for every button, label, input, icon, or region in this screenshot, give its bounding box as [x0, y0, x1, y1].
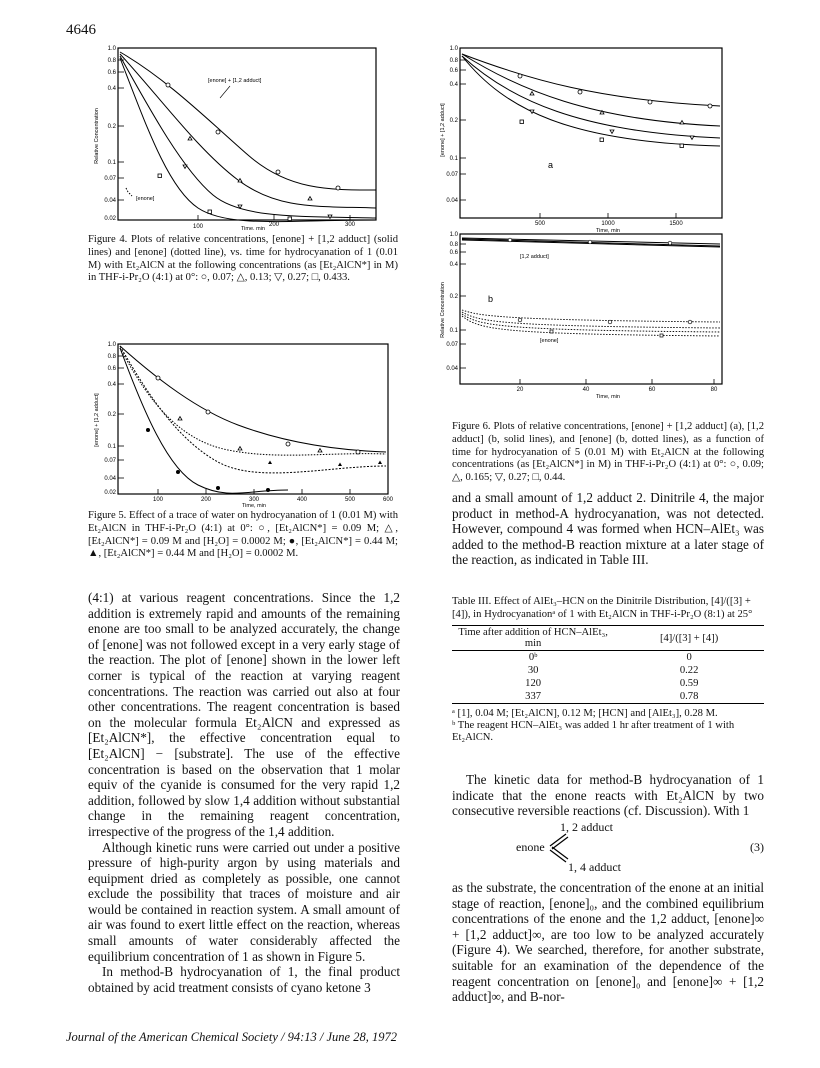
table-3-footnote-a: ᵃ [1], 0.04 M; [Et₂AlCN], 0.12 M; [HCN] and [AlEt₃], 0.28 M.: [452, 708, 718, 719]
svg-text:0.4: 0.4: [107, 382, 116, 388]
svg-text:0.07: 0.07: [104, 176, 116, 182]
svg-text:0.04: 0.04: [104, 198, 116, 204]
scheme-product-14: 1, 4 adduct: [568, 860, 621, 874]
figure-6-plot: [430, 40, 740, 416]
left-paragraph-1: (4:1) at various reagent concentrations. Since the 1,2 addition is extremely rapid and amounts of the remaining enone are too small to be analyzed accurately, the change of [enone] was not followed except in a very early stage of the reaction. The plot of [enone] shown in the lower left corner is typical of the reaction at varying reagent concentrations. The reaction was carried out also at four other concentrations. The reagent concentration is based on the molecular formula Et₂AlCN and expressed as [Et₂AlCN*], the effective concentration equal to [Et₂AlCN] − [substrate]. The use of the effective concentration is based on the observation that 1 molar equiv of the cyanide is consumed for the very rapid 1,2 addition, followed by slow 1,4 addition without substantial change in the remaining reagent concentration, irrespective of the progress of the 1,4 addition.: [88, 590, 400, 839]
left-paragraph-2: Although kinetic runs were carried out under a positive pressure of high-purity argon by using materials and equipment dried as completely as possible, one cannot exclude the possibility that traces of moisture and air would be contained in reaction system. A small amount of air was found to exert little effect on the reaction, whereas small amounts of water considerably affected the equilibrium concentration of 1 as shown in Figure 5.: [88, 839, 400, 964]
svg-text:0.6: 0.6: [449, 68, 458, 74]
svg-text:0.6: 0.6: [107, 70, 116, 76]
svg-text:300: 300: [248, 497, 260, 503]
svg-text:0.07: 0.07: [446, 172, 458, 178]
fig5-ylabel: [enone] + [1,2 adduct]: [94, 393, 100, 447]
figure-4-caption: Figure 4. Plots of relative concentrations, [enone] + [1,2 adduct] (solid lines) and [enone] (dotted line), vs. time for hydrocyanation of 1 (0.01 M) with Et₂AlCN at the following concentrations (as [Et₂AlCN*] in M) in THF-i-Pr₂O (4:1) at 0°: ○, 0.07; △, 0.13; ▽, 0.27; □, 0.433.: [88, 234, 398, 284]
table-3-col1-header: Time after addition of HCN–AlEt₃, min: [458, 627, 608, 649]
fig4-xlabel: Time, min: [241, 226, 265, 230]
svg-text:0.4: 0.4: [449, 82, 458, 88]
svg-text:0.1: 0.1: [107, 160, 116, 166]
svg-text:1.0: 1.0: [449, 232, 458, 238]
right-paragraph-1: and a small amount of 1,2 adduct 2. Dinitrile 4, the major product in method-A hydrocyanation, was not detected. However, compound 4 was formed when HCN–AlEt₃ was added to the method-B reaction mixture at a later stage of the reaction, as indicated in Table III.: [452, 490, 764, 568]
scheme-reactant: enone: [516, 840, 545, 854]
fig4-annotation-sum: [enone] + [1,2 adduct]: [208, 78, 262, 84]
svg-text:200: 200: [268, 222, 280, 228]
svg-text:100: 100: [192, 224, 204, 230]
fig6a-panel-label: a: [548, 160, 554, 170]
right-paragraph-3: as the substrate, the concentration of the enone at an initial stage of reaction, [enone]₀, and the combined equilibrium concentrations of the enone and the 1,2 adduct, [enone]∞ + [1,2 adduct]∞, are too low to be analyzed accurately (Figure 4). We searched, therefore, for another substrate, suitable for an examination of the dependence of the reagent concentration on [enone]₀ and [enone]∞ + [1,2 adduct]∞, and B-nor-: [452, 880, 764, 1005]
fig6b-annotation-enone: [enone]: [540, 338, 559, 344]
table-3: [452, 596, 764, 744]
svg-text:0.2: 0.2: [449, 294, 458, 300]
scheme-arrows: [548, 832, 572, 864]
fig4-ylabel: Relative Concentration: [94, 108, 100, 164]
svg-text:0.04: 0.04: [446, 366, 458, 372]
svg-text:80: 80: [710, 387, 718, 393]
svg-text:0.2: 0.2: [449, 118, 458, 124]
svg-text:0.02: 0.02: [104, 490, 116, 496]
equation-number: (3): [750, 840, 764, 854]
left-column-text: [88, 590, 400, 995]
svg-text:0.8: 0.8: [449, 242, 458, 248]
svg-text:0.6: 0.6: [449, 250, 458, 256]
table-3-col2-header: [4]/([3] + [4]): [659, 632, 719, 644]
svg-text:1000: 1000: [601, 221, 615, 227]
figure-6-caption: Figure 6. Plots of relative concentrations, [enone] + [1,2 adduct] (a), [1,2 adduct] (b, solid lines), and [enone] (b, dotted lines), as a function of time for hydrocyanation of 5 (0.01 M) with Et₂AlCN at the following concentrations (as [Et₂AlCN*] in M) in THF-i-Pr₂O (4:1) at 0°: ○, 0.09; △, 0.165; ▽, 0.27; □, 0.44.: [452, 421, 764, 484]
scheme-product-12: 1, 2 adduct: [560, 820, 613, 834]
table-row: 30 0.22: [527, 665, 699, 676]
fig6a-ylabel: [enone] + [1,2 adduct]: [440, 103, 446, 157]
svg-text:0.02: 0.02: [104, 216, 116, 222]
figure-5-plot: [88, 340, 400, 508]
figure-5-caption: Figure 5. Effect of a trace of water on hydrocyanation of 1 (0.01 M) with Et₂AlCN in THF-i-Pr₂O (4:1) at 0°: ○, [Et₂AlCN*] = 0.09 M; △, [Et₂AlCN*] = 0.09 M and [H₂O] = 0.0002 M; ●, [Et₂AlCN*] = 0.44 M; ▲, [Et₂AlCN*] = 0.44 M and [H₂O] = 0.0002 M.: [88, 510, 398, 560]
svg-text:1.0: 1.0: [107, 342, 116, 348]
svg-text:0.07: 0.07: [104, 458, 116, 464]
table-row: 120 0.59: [525, 678, 699, 689]
svg-text:40: 40: [582, 387, 590, 393]
svg-text:0.6: 0.6: [107, 366, 116, 372]
svg-text:0.4: 0.4: [107, 86, 116, 92]
table-row: 0ᵇ 0: [528, 652, 692, 663]
svg-text:500: 500: [534, 221, 546, 227]
left-paragraph-3: In method-B hydrocyanation of 1, the final product obtained by acid treatment consists of cyano ketone 3: [88, 964, 400, 995]
fig6b-annotation-adduct: [1,2 adduct]: [520, 254, 549, 260]
svg-text:0.1: 0.1: [449, 156, 458, 162]
svg-text:1.0: 1.0: [449, 46, 458, 52]
svg-text:60: 60: [648, 387, 656, 393]
fig6b-ylabel: Relative Concentration: [440, 282, 446, 338]
fig5-xlabel: Time, min: [242, 503, 266, 508]
svg-text:0.1: 0.1: [107, 444, 116, 450]
svg-text:0.07: 0.07: [446, 342, 458, 348]
journal-footer: Journal of the American Chemical Society / 94:13 / June 28, 1972: [66, 1030, 397, 1044]
fig6b-panel-label: b: [488, 294, 494, 304]
table-row: 337 0.78: [525, 691, 699, 702]
svg-text:0.1: 0.1: [449, 328, 458, 334]
svg-text:400: 400: [296, 497, 308, 503]
svg-text:0.04: 0.04: [446, 198, 458, 204]
table-3-footnote-b: ᵇ The reagent HCN–AlEt₃ was added 1 hr after treatment of 1 with Et₂AlCN.: [452, 720, 735, 743]
table-3-title: Table III. Effect of AlEt₃–HCN on the Dinitrile Distribution, [4]/([3] + [4]), in Hydrocyanationᵃ of 1 with Et₂AlCN in THF-i-Pr₂O (8:1) at 25°: [452, 596, 753, 620]
svg-text:0.8: 0.8: [107, 58, 116, 64]
fig4-annotation-enone: [enone]: [136, 196, 155, 202]
svg-text:0.2: 0.2: [107, 412, 116, 418]
reaction-scheme-3: [452, 818, 764, 878]
svg-text:500: 500: [344, 497, 356, 503]
svg-text:0.2: 0.2: [107, 124, 116, 130]
svg-text:1.0: 1.0: [107, 46, 116, 52]
fig6a-xlabel: Time, min: [596, 228, 620, 234]
page-number: 4646: [66, 22, 96, 38]
svg-text:200: 200: [200, 497, 212, 503]
svg-text:100: 100: [152, 497, 164, 503]
svg-text:600: 600: [382, 497, 394, 503]
figure-4-plot: [88, 40, 400, 230]
right-paragraph-2: The kinetic data for method-B hydrocyanation of 1 indicate that the enone reacts with Et₂AlCN by two consecutive reversible reactions (cf. Discussion). With 1: [452, 772, 764, 819]
svg-text:1500: 1500: [669, 221, 683, 227]
svg-text:0.8: 0.8: [107, 354, 116, 360]
svg-text:20: 20: [516, 387, 524, 393]
svg-text:0.4: 0.4: [449, 262, 458, 268]
fig6b-xlabel: Time, min: [596, 394, 620, 400]
svg-text:0.8: 0.8: [449, 58, 458, 64]
svg-text:300: 300: [344, 222, 356, 228]
svg-text:0.04: 0.04: [104, 476, 116, 482]
